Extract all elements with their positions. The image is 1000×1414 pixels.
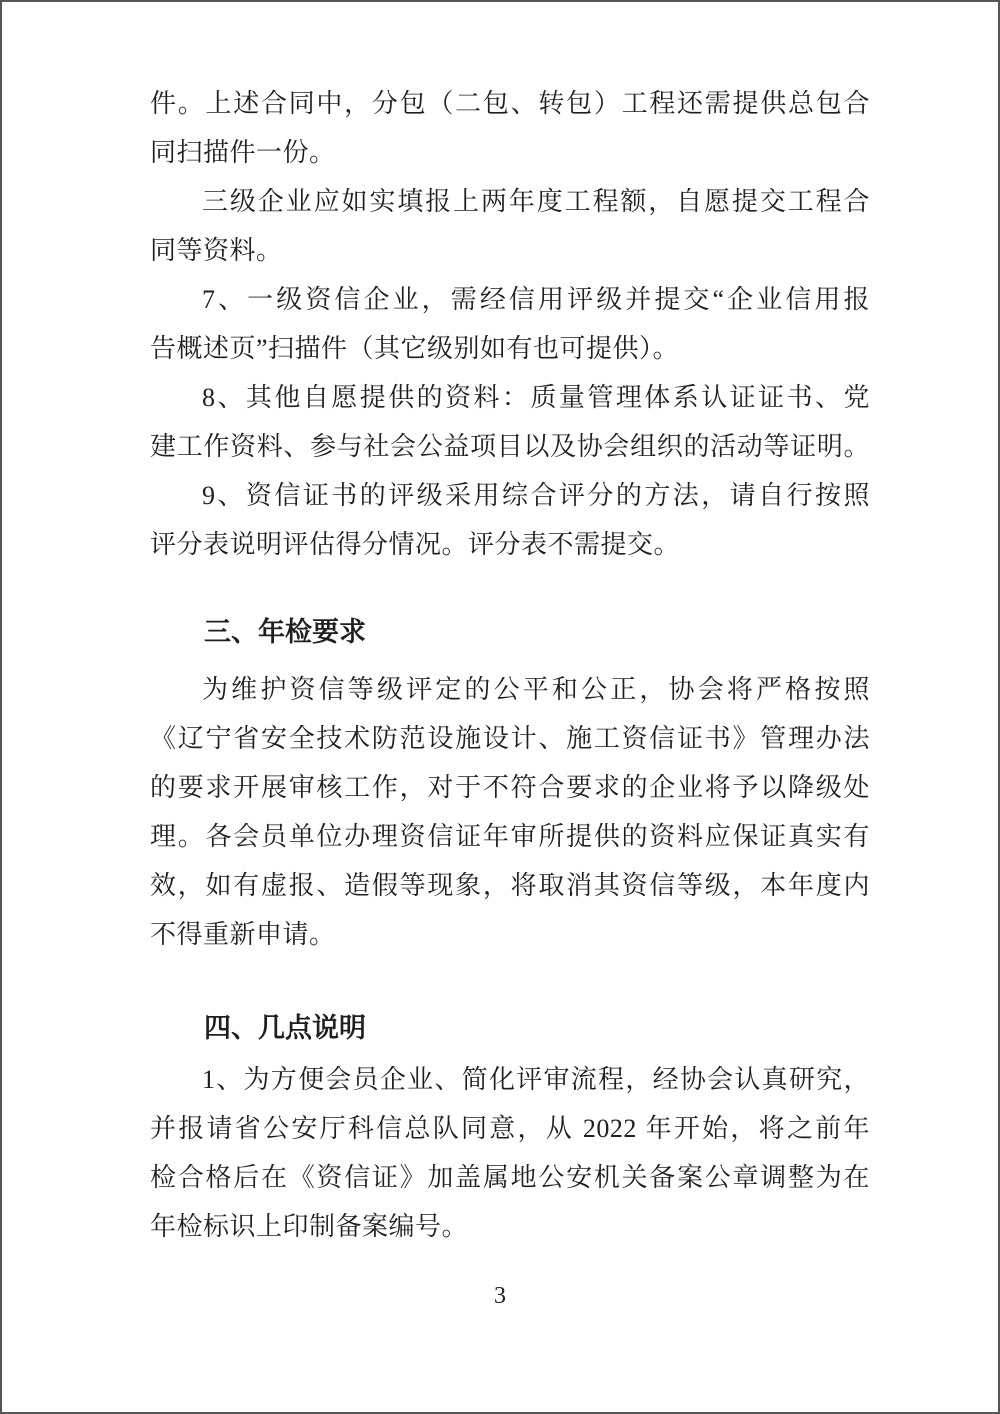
paragraph-line: 年检标识上印制备案编号。	[150, 1212, 469, 1241]
paragraph-line: 7、一级资信企业，需经信用评级并提交“企业信用报	[202, 285, 870, 314]
paragraph-line: 并报请省公安厅科信总队同意，从 2022 年开始，将之前年	[150, 1114, 870, 1143]
section-heading-annual-inspection: 三、年检要求	[204, 617, 366, 647]
section-heading-notes: 四、几点说明	[204, 1013, 366, 1043]
paragraph-line: 为维护资信等级评定的公平和公正，协会将严格按照	[202, 675, 870, 704]
paragraph-line: 8、其他自愿提供的资料：质量管理体系认证证书、党	[202, 383, 870, 412]
paragraph-line: 9、资信证书的评级采用综合评分的方法，请自行按照	[202, 481, 870, 510]
paragraph-line: 检合格后在《资信证》加盖属地公安机关备案公章调整为在	[150, 1163, 870, 1192]
paragraph-line: 三级企业应如实填报上两年度工程额，自愿提交工程合	[202, 187, 870, 216]
paragraph-line: 效，如有虚报、造假等现象，将取消其资信等级，本年度内	[150, 871, 870, 900]
paragraph-line: 《辽宁省安全技术防范设施设计、施工资信证书》管理办法	[150, 724, 870, 753]
paragraph-line: 件。上述合同中，分包（二包、转包）工程还需提供总包合	[150, 89, 870, 118]
paragraph-line: 建工作资料、参与社会公益项目以及协会组织的活动等证明。	[150, 432, 870, 461]
paragraph-line: 评分表说明评估得分情况。评分表不需提交。	[150, 530, 681, 559]
paragraph-line: 理。各会员单位办理资信证年审所提供的资料应保证真实有	[150, 822, 870, 851]
paragraph-line: 的要求开展审核工作，对于不符合要求的企业将予以降级处	[150, 773, 870, 802]
page-number: 3	[494, 1283, 506, 1309]
paragraph-line: 告概述页”扫描件（其它级别如有也可提供）。	[150, 334, 680, 363]
paragraph-line: 同等资料。	[150, 236, 283, 265]
paragraph-line: 1、为方便会员企业、简化评审流程，经协会认真研究，	[202, 1065, 870, 1094]
paragraph-line: 不得重新申请。	[150, 920, 336, 949]
paragraph-line: 同扫描件一份。	[150, 138, 336, 167]
document-body	[150, 79, 870, 1251]
